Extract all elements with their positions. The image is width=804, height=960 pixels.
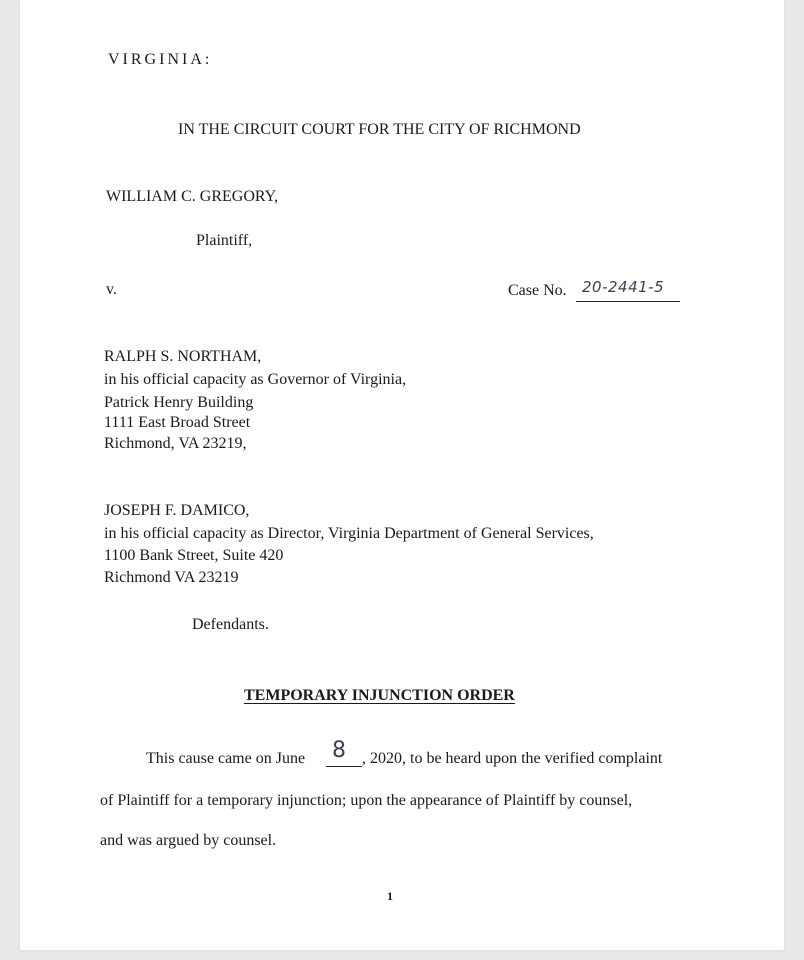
- body-line2: of Plaintiff for a temporary injunction; upon the appearance of Plaintiff by counsel,: [100, 792, 633, 809]
- case-number-label: Case No.: [508, 282, 567, 299]
- state-heading: VIRGINIA:: [108, 51, 213, 68]
- document-page: [20, 0, 784, 950]
- defendant1-name: RALPH S. NORTHAM,: [104, 348, 262, 365]
- date-day-value: 8: [332, 738, 346, 763]
- defendant2-capacity: in his official capacity as Director, Virginia Department of General Services,: [104, 525, 594, 542]
- body-line1-start: This cause came on June: [146, 750, 306, 767]
- plaintiff-role: Plaintiff,: [196, 232, 253, 249]
- defendant1-city: Richmond, VA 23219,: [104, 435, 247, 452]
- defendant2-city: Richmond VA 23219: [104, 569, 239, 586]
- defendant1-street: 1111 East Broad Street: [104, 414, 251, 431]
- plaintiff-name: WILLIAM C. GREGORY,: [106, 188, 279, 205]
- page-number: 1: [387, 889, 393, 903]
- order-title: TEMPORARY INJUNCTION ORDER: [244, 687, 515, 704]
- defendant1-building: Patrick Henry Building: [104, 394, 254, 411]
- defendant1-capacity: in his official capacity as Governor of Virginia,: [104, 371, 407, 388]
- defendants-label: Defendants.: [192, 616, 269, 633]
- versus-label: v.: [106, 281, 117, 298]
- case-number-value: 20-2441-5: [582, 278, 665, 296]
- body-line3: and was argued by counsel.: [100, 832, 277, 849]
- defendant2-street: 1100 Bank Street, Suite 420: [104, 547, 284, 564]
- court-heading: IN THE CIRCUIT COURT FOR THE CITY OF RICHMOND: [178, 121, 581, 138]
- defendant2-name: JOSEPH F. DAMICO,: [104, 502, 250, 519]
- body-line1-end: , 2020, to be heard upon the verified complaint: [362, 750, 663, 767]
